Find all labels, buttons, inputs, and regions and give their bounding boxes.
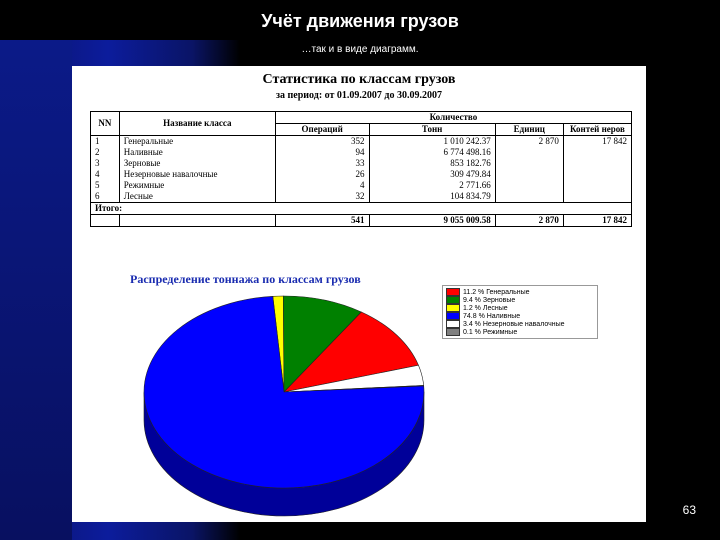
header-tons: Тонн bbox=[369, 124, 495, 136]
slide-background-stripe bbox=[0, 40, 72, 540]
row-units: 2 870 bbox=[495, 136, 563, 148]
pie-chart-title: Распределение тоннажа по классам грузов bbox=[130, 272, 361, 286]
row-tons: 6 774 498.16 bbox=[369, 147, 495, 158]
legend-item bbox=[446, 320, 594, 328]
legend-label: 3.4 % Незерновые навалочные bbox=[463, 320, 565, 328]
legend-label: 1.2 % Лесные bbox=[463, 304, 508, 312]
total-units: 2 870 bbox=[495, 215, 563, 227]
row-operations: 352 bbox=[275, 136, 369, 148]
row-class-name: Лесные bbox=[119, 191, 275, 203]
row-nn: 4 bbox=[91, 169, 120, 180]
legend-swatch bbox=[446, 312, 460, 320]
row-nn: 5 bbox=[91, 180, 120, 191]
row-tons: 2 771.66 bbox=[369, 180, 495, 191]
row-tons: 104 834.79 bbox=[369, 191, 495, 203]
statistics-document bbox=[72, 66, 646, 522]
row-nn: 2 bbox=[91, 147, 120, 158]
legend-item bbox=[446, 296, 594, 304]
row-class-name: Незерновые навалочные bbox=[119, 169, 275, 180]
row-nn: 1 bbox=[91, 136, 120, 148]
legend-swatch bbox=[446, 320, 460, 328]
legend-label: 9.4 % Зерновые bbox=[463, 296, 516, 304]
row-operations: 26 bbox=[275, 169, 369, 180]
legend-label: 74.8 % Наливные bbox=[463, 312, 521, 320]
total-tons: 9 055 009.58 bbox=[369, 215, 495, 227]
legend-swatch bbox=[446, 288, 460, 296]
slide-subtitle: …так и в виде диаграмм. bbox=[301, 44, 419, 55]
legend-swatch bbox=[446, 296, 460, 304]
total-label: Итого: bbox=[91, 203, 632, 215]
legend-label: 11.2 % Генеральные bbox=[463, 288, 530, 296]
document-title: Статистика по классам грузов bbox=[262, 72, 456, 87]
total-containers: 17 842 bbox=[563, 215, 631, 227]
row-class-name: Наливные bbox=[119, 147, 275, 158]
row-tons: 1 010 242.37 bbox=[369, 136, 495, 148]
row-tons: 853 182.76 bbox=[369, 158, 495, 169]
legend-item bbox=[446, 312, 594, 320]
row-class-name: Режимные bbox=[119, 180, 275, 191]
pie-legend bbox=[442, 285, 598, 339]
row-nn: 3 bbox=[91, 158, 120, 169]
total-operations: 541 bbox=[275, 215, 369, 227]
legend-item bbox=[446, 304, 594, 312]
row-operations: 4 bbox=[275, 180, 369, 191]
slide-title: Учёт движения грузов bbox=[261, 11, 459, 31]
header-operations: Операций bbox=[275, 124, 369, 136]
header-class-name: Название класса bbox=[119, 112, 275, 136]
row-containers: 17 842 bbox=[563, 136, 631, 148]
legend-item bbox=[446, 288, 594, 296]
page-number: 63 bbox=[682, 503, 696, 517]
row-nn: 6 bbox=[91, 191, 120, 203]
legend-item bbox=[446, 328, 594, 336]
legend-label: 0.1 % Режимные bbox=[463, 328, 518, 336]
row-class-name: Генеральные bbox=[119, 136, 275, 148]
document-period: за период: от 01.09.2007 до 30.09.2007 bbox=[276, 90, 442, 101]
row-class-name: Зерновые bbox=[119, 158, 275, 169]
legend-swatch bbox=[446, 328, 460, 336]
legend-swatch bbox=[446, 304, 460, 312]
row-operations: 94 bbox=[275, 147, 369, 158]
row-tons: 309 479.84 bbox=[369, 169, 495, 180]
row-operations: 33 bbox=[275, 158, 369, 169]
header-nn: NN bbox=[91, 112, 120, 136]
header-units: Единиц bbox=[495, 124, 563, 136]
row-operations: 32 bbox=[275, 191, 369, 203]
header-quantity: Количество bbox=[275, 112, 631, 124]
header-containers: Контей неров bbox=[563, 124, 631, 136]
